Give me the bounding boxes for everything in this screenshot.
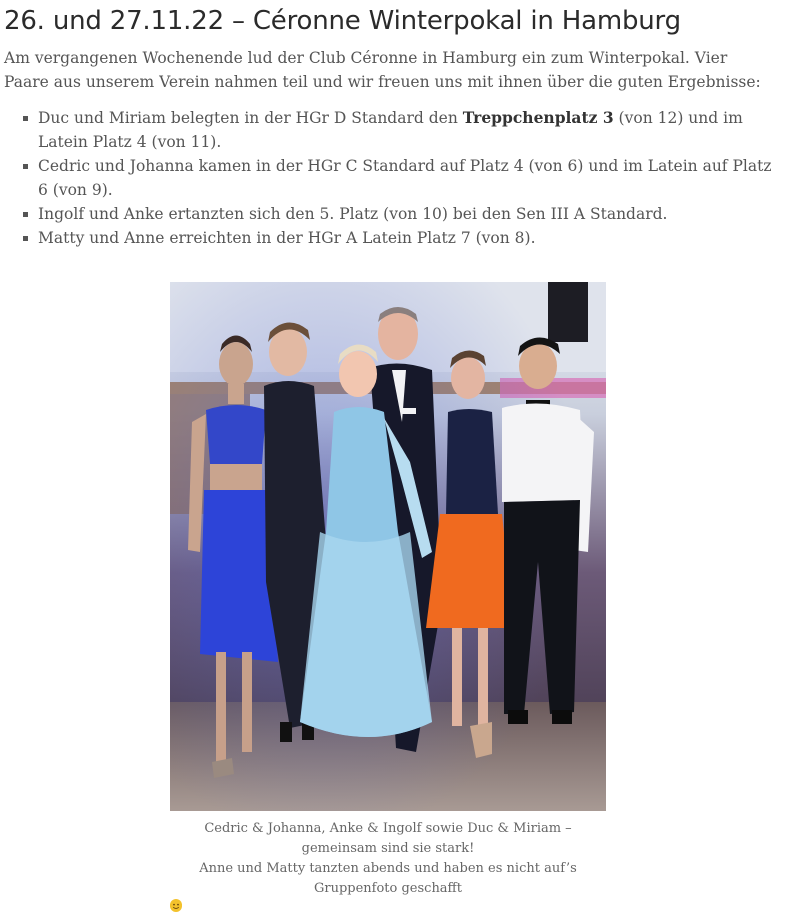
list-item: Duc und Miriam belegten in der HGr D Standard den Treppchenplatz 3 (von 12) und im Latein Platz 4 (von 11).	[38, 106, 784, 154]
highlight-text: Treppchenplatz 3	[462, 108, 614, 127]
bullet-icon	[23, 116, 28, 121]
list-item: Ingolf und Anke ertanzten sich den 5. Platz (von 10) bei den Sen III A Standard.	[38, 202, 784, 226]
photo-figure	[170, 282, 606, 911]
caption-line-1: Cedric & Johanna, Anke & Ingolf sowie Duc & Miriam – gemeinsam sind sie stark!	[204, 821, 572, 856]
list-item: Matty und Anne erreichten in der HGr A Latein Platz 7 (von 8).	[38, 226, 784, 250]
bullet-icon	[23, 164, 28, 169]
bullet-icon	[23, 236, 28, 241]
bullet-icon	[23, 212, 28, 217]
article-title: 26. und 27.11.22 – Céronne Winterpokal in Hamburg	[4, 6, 681, 36]
article	[4, 0, 784, 250]
group-photo[interactable]	[170, 282, 606, 811]
results-list	[4, 106, 784, 250]
article-intro: Am vergangenen Wochenende lud der Club Céronne in Hamburg ein zum Winterpokal. Vier Paare aus unserem Verein nahmen teil und wir freuen uns mit ihnen über die guten Ergebnisse:	[4, 49, 761, 91]
photo-caption	[170, 819, 606, 911]
list-item: Cedric und Johanna kamen in der HGr C Standard auf Platz 4 (von 6) und im Latein auf Platz 6 (von 9).	[38, 154, 784, 202]
caption-line-2: Anne und Matty tanzten abends und haben es nicht auf’s Gruppenfoto geschafft	[170, 859, 606, 911]
